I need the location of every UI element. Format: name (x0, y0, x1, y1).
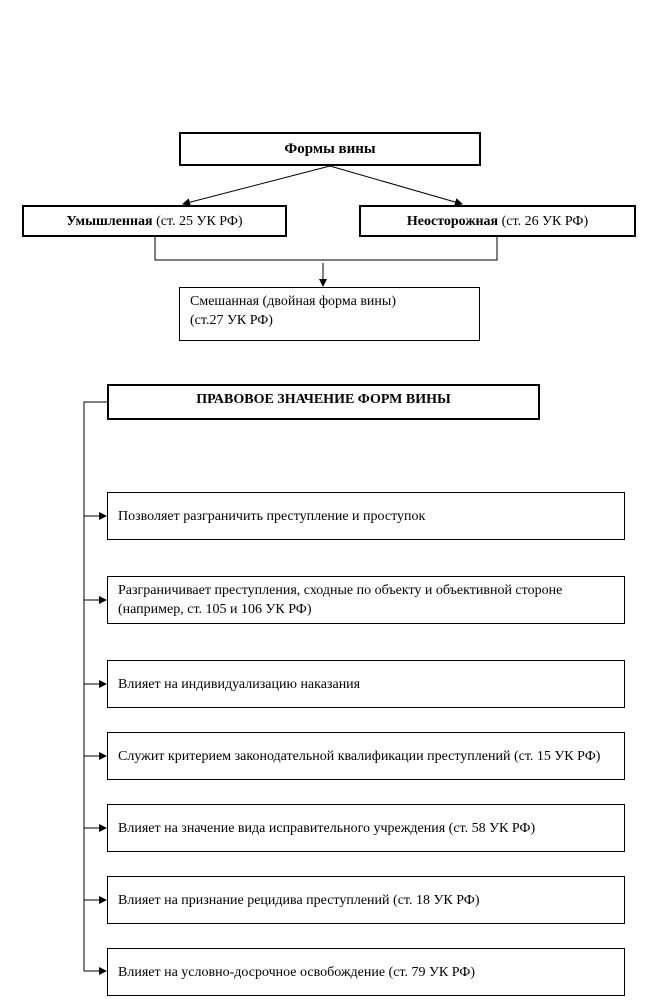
arrow-root-to-negligence (330, 166, 462, 204)
significance-item (107, 876, 625, 924)
legal-significance-title-text: ПРАВОВОЕ ЗНАЧЕНИЕ ФОРМ ВИНЫ (196, 392, 451, 407)
intent-label-rest: (ст. 25 УК РФ) (152, 213, 243, 229)
intent-label-bold: Умышленная (66, 213, 153, 229)
mixed-line-2: (ст.27 УК РФ) (190, 313, 273, 328)
significance-item-text: Разграничивает преступления, сходные по объекту и объективной стороне (например, ст. 105 и 106 УК РФ) (118, 583, 563, 617)
intent-node (22, 205, 287, 237)
legal-significance-title (107, 384, 540, 420)
significance-item-text: Влияет на значение вида исправительного учреждения (ст. 58 УК РФ) (118, 820, 536, 836)
significance-item (107, 732, 625, 780)
mixed-node (179, 287, 480, 341)
mixed-line-1: Смешанная (двойная форма вины) (190, 294, 396, 309)
significance-item-text: Служит критерием законодательной квалификации преступлений (ст. 15 УК РФ) (118, 748, 601, 764)
negligence-node (359, 205, 636, 237)
negligence-label-rest: (ст. 26 УК РФ) (498, 213, 589, 229)
significance-item (107, 804, 625, 852)
significance-item-text: Влияет на признание рецидива преступлений (ст. 18 УК РФ) (118, 892, 480, 908)
arrow-root-to-intent (183, 166, 330, 204)
spine-line (84, 402, 107, 971)
root-node (179, 132, 481, 166)
root-label: Формы вины (284, 140, 376, 157)
significance-item-text: Позволяет разграничить преступление и проступок (118, 508, 426, 524)
bracket-combine (155, 237, 497, 260)
significance-item-text: Влияет на индивидуализацию наказания (118, 676, 361, 692)
significance-item (107, 948, 625, 996)
significance-item (107, 660, 625, 708)
negligence-label-bold: Неосторожная (406, 213, 499, 229)
significance-item-text: Влияет на условно-досрочное освобождение (ст. 79 УК РФ) (118, 964, 476, 980)
significance-item (107, 576, 625, 624)
significance-item (107, 492, 625, 540)
